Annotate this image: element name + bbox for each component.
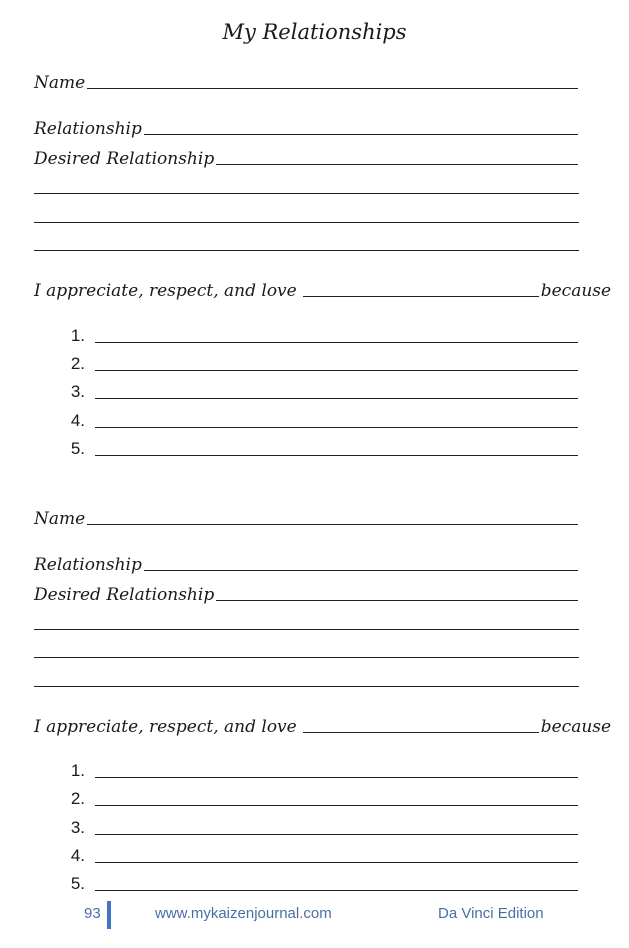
desired-relationship-line[interactable] — [216, 600, 578, 601]
name-line[interactable] — [87, 524, 578, 525]
name-label: Name — [34, 509, 86, 529]
notes-line[interactable] — [34, 250, 579, 251]
appreciate-line[interactable] — [303, 732, 539, 733]
because-label: because — [540, 717, 612, 737]
appreciate-label: I appreciate, respect, and love — [34, 281, 297, 301]
relationship-field-2[interactable] — [34, 550, 578, 574]
relationship-line[interactable] — [144, 570, 578, 571]
page-title: My Relationships — [222, 20, 407, 44]
list-item[interactable] — [30, 814, 578, 838]
website-link[interactable]: www.mykaizenjournal.com — [155, 905, 332, 922]
list-line[interactable] — [95, 370, 578, 371]
list-number: 2. — [70, 789, 85, 808]
page-footer — [0, 900, 629, 930]
list-item[interactable] — [30, 378, 578, 402]
list-item[interactable] — [30, 785, 578, 809]
list-number: 3. — [70, 818, 85, 837]
list-line[interactable] — [95, 427, 578, 428]
list-number: 5. — [70, 439, 85, 458]
desired-relationship-label: Desired Relationship — [34, 585, 215, 605]
notes-line[interactable] — [34, 193, 579, 194]
relationship-label: Relationship — [34, 119, 142, 139]
list-item[interactable] — [30, 435, 578, 459]
list-line[interactable] — [95, 805, 578, 806]
list-item[interactable] — [30, 842, 578, 866]
list-number: 1. — [70, 761, 85, 780]
notes-line[interactable] — [34, 657, 579, 658]
list-item[interactable] — [30, 350, 578, 374]
list-line[interactable] — [95, 398, 578, 399]
desired-relationship-field-2[interactable] — [34, 580, 578, 604]
notes-line[interactable] — [34, 222, 579, 223]
relationship-label: Relationship — [34, 555, 142, 575]
list-item[interactable] — [30, 870, 578, 894]
list-number: 4. — [70, 411, 85, 430]
footer-divider — [107, 901, 111, 929]
page-number: 93 — [84, 905, 101, 922]
appreciate-field-2[interactable] — [34, 712, 612, 737]
list-item[interactable] — [30, 322, 578, 346]
list-number: 1. — [70, 326, 85, 345]
list-line[interactable] — [95, 862, 578, 863]
relationship-field-1[interactable] — [34, 114, 578, 138]
name-field-2[interactable] — [34, 504, 578, 528]
name-label: Name — [34, 73, 86, 93]
desired-relationship-label: Desired Relationship — [34, 149, 215, 169]
appreciate-line[interactable] — [303, 296, 539, 297]
relationship-line[interactable] — [144, 134, 578, 135]
list-item[interactable] — [30, 757, 578, 781]
list-number: 4. — [70, 846, 85, 865]
list-number: 5. — [70, 874, 85, 893]
list-number: 2. — [70, 354, 85, 373]
because-label: because — [540, 281, 612, 301]
list-line[interactable] — [95, 890, 578, 891]
desired-relationship-line[interactable] — [216, 164, 578, 165]
desired-relationship-field-1[interactable] — [34, 144, 578, 168]
notes-line[interactable] — [34, 629, 579, 630]
notes-line[interactable] — [34, 686, 579, 687]
list-number: 3. — [70, 382, 85, 401]
appreciate-field-1[interactable] — [34, 276, 612, 301]
list-line[interactable] — [95, 777, 578, 778]
list-line[interactable] — [95, 342, 578, 343]
list-line[interactable] — [95, 834, 578, 835]
list-item[interactable] — [30, 407, 578, 431]
name-line[interactable] — [87, 88, 578, 89]
list-line[interactable] — [95, 455, 578, 456]
appreciate-label: I appreciate, respect, and love — [34, 717, 297, 737]
name-field-1[interactable] — [34, 68, 578, 92]
edition-label: Da Vinci Edition — [438, 905, 544, 922]
